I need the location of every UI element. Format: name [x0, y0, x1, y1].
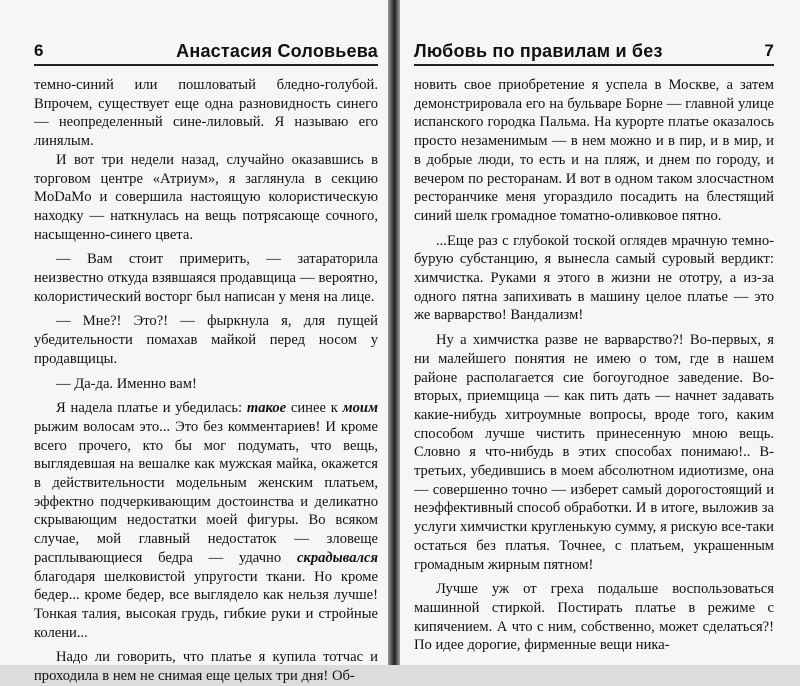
paragraph: ...Еще раз с глубокой тоской оглядев мрачную темно-бурую субстанцию, я вынесла самый суровый вердикт: химчистка. Руками я этого в жизни не ототру, а из-за одного пятна запихивать в машину целое платье — это же варварство! Вандализм!	[414, 232, 774, 324]
right-page-header	[414, 40, 774, 66]
text-run: рыжим волосам это... Это без комментариев! И кроме всего прочего, кто бы мог подумать, что вещь, выглядевшая на вешалке как мужская майка, окажется в действительности модельным женским платьем, эффектно подчеркивающим достоинства и деликатно скрывающим недостатки моей фигуры. Во всяком случае, мой главный недостаток — зловеще расплывающиеся бедра — удачно	[34, 418, 378, 566]
left-page	[0, 0, 388, 685]
paragraph: — Вам стоит примерить, — затараторила неизвестно откуда взявшаяся продавщица — вероятно, колористический восторг был написан у меня на лице.	[34, 251, 378, 305]
page-number: 6	[34, 41, 44, 60]
left-page-body	[34, 76, 378, 686]
book-gutter	[388, 0, 400, 665]
text-run: благодаря шелковистой упругости ткани. Но кроме бедер... кроме бедер, все выглядело как нельзя лучше! Тонкая талия, высокая грудь, гибкие руки и стройные колени...	[34, 568, 378, 641]
left-page-header	[34, 40, 378, 66]
paragraph: — Мне?! Это?! — фыркнула я, для пущей убедительности помахав майкой перед носом у продавщицы.	[34, 313, 378, 367]
running-head-author: Анастасия Соловьева	[176, 41, 378, 61]
emphasis: скрадывался	[296, 549, 378, 566]
paragraph: Надо ли говорить, что платье я купила тотчас и проходила в нем не снимая еще целых три дня! Об-	[34, 649, 378, 685]
page-number: 7	[764, 41, 774, 60]
paragraph: Ну а химчистка разве не варварство?! Во-первых, я ни малейшего понятия не имею о том, где в нашем районе располагается сие богоугодное заведение. Во-вторых, приемщица — как пить дать — начнет задавать какие-нибудь хитроумные вопросы, вроде того, каким способом лучше чистить принесенную мною вещь. Словно я что-нибудь в этих способах понимаю!.. В-третьих, убедившись в моем абсолютном идиотизме, она — совершенно точно — изберет самый дорогостоящий и неэффективный способ обработки. И в итоге, выложив за услуги химчистки кругленькую сумму, я рискую все-таки остаться без платья. Точнее, с платьем, украшенным громадным жирным пятном!	[414, 332, 774, 573]
running-head-title: Любовь по правилам и без	[414, 41, 663, 61]
text-run: Я надела платье и убедилась:	[56, 400, 247, 417]
text-run: синее к	[286, 400, 343, 417]
paragraph: новить свое приобретение я успела в Москве, а затем демонстрировала его на бульваре Борне — главной улице испанского городка Пальма. На курорте платье оказалось просто незаменимым — в нем можно и в пир, и в мир, и в добрые люди, то есть и на пляж, и днем по городу, и вечером по ресторанам. И вот в одном таком злосчастном ресторанчике меня угораздило посадить на блестящий синий шелк громадное томатно-оливковое пятно.	[414, 77, 774, 224]
emphasis: такое	[246, 400, 287, 417]
paragraph	[34, 399, 378, 642]
right-page	[400, 0, 800, 665]
right-page-body	[414, 76, 774, 655]
paragraph: И вот три недели назад, случайно оказавшись в торговом центре «Атриум», я заглянула в секцию MoDaMo и совершила настоящую колористическую находку — наткнулась на вещь потрясающе сочного, насыщенно-синего цвета.	[34, 151, 378, 243]
paragraph: — Да-да. Именно вам!	[56, 375, 197, 392]
emphasis: моим	[342, 400, 378, 417]
paragraph: Лучше уж от греха подальше воспользоваться машинной стиркой. Постирать платье в режиме с кипячением. А что с ним, собственно, может сделаться?! По идее дорогие, фирменные вещи ника-	[414, 581, 774, 654]
paragraph: темно-синий или пошловатый бледно-голубой. Впрочем, существует еще одна разновидность синего — неопределенный сине-лиловый. Я называю его линялым.	[34, 77, 378, 150]
